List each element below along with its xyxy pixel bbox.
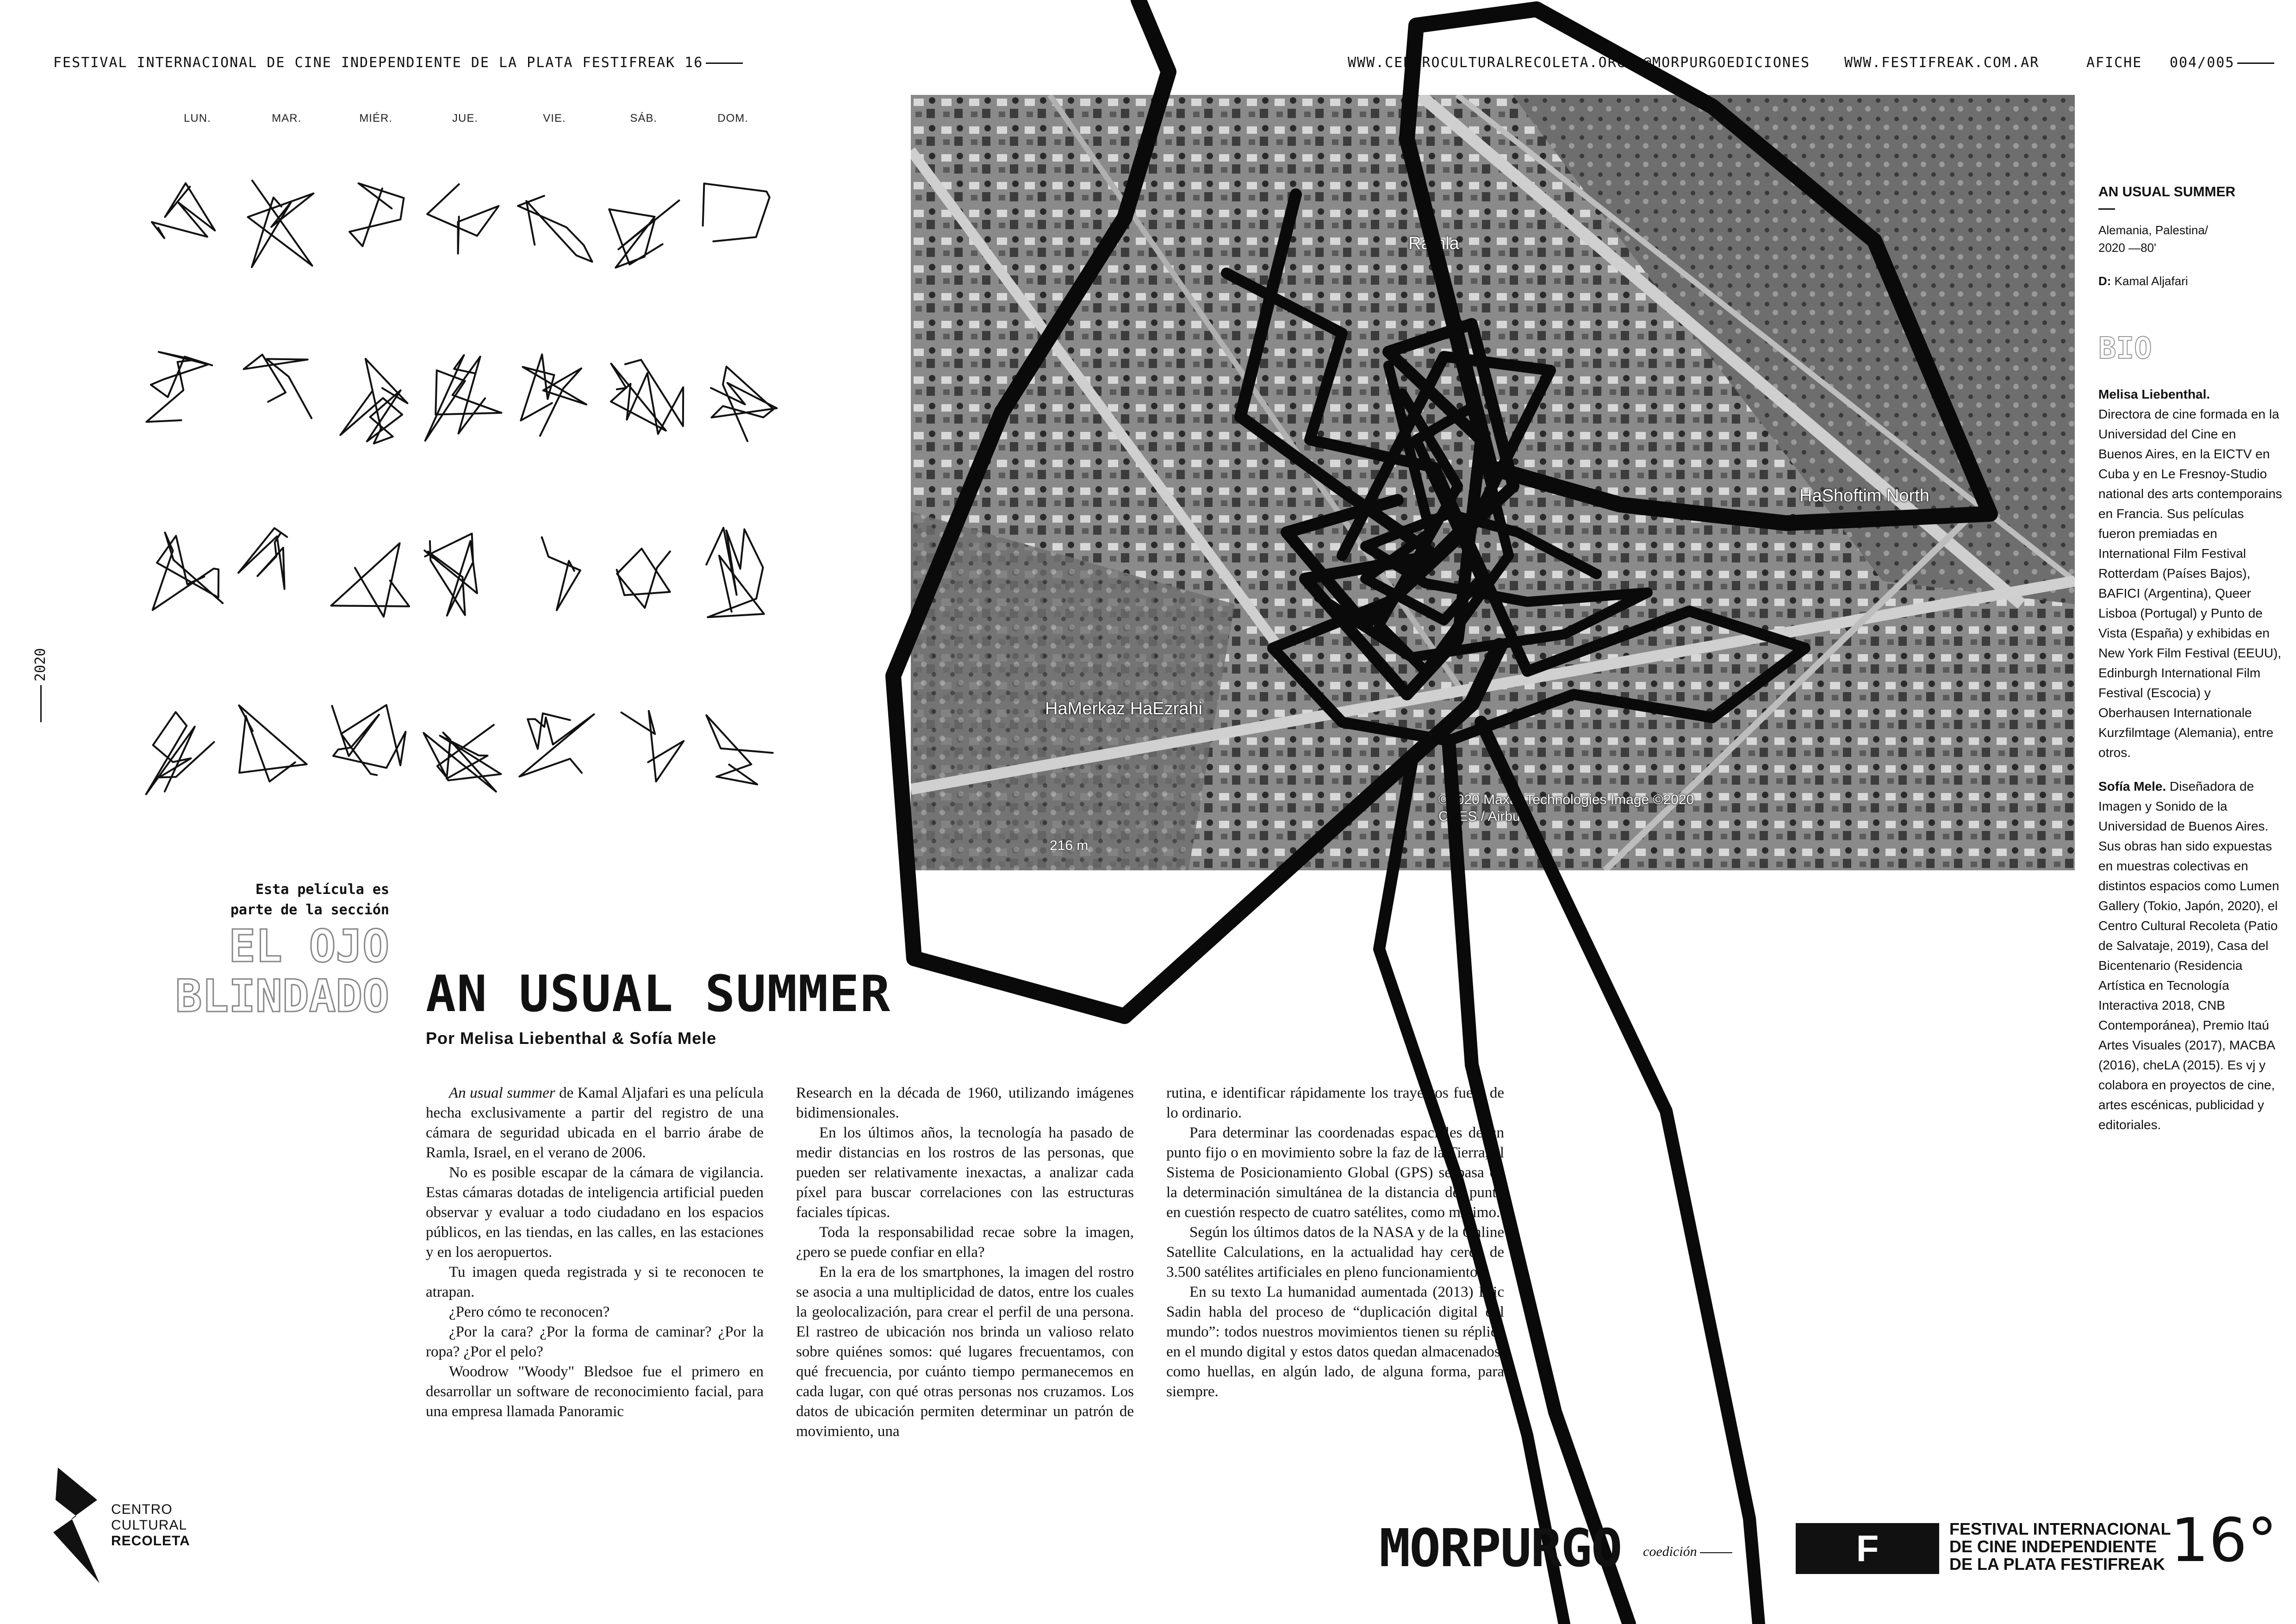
header-link-ccr[interactable]: WWW.CENTROCULTURALRECOLETA.ORG [1348,55,1626,71]
bio-heading: BIO [2098,331,2152,366]
film-title: AN USUAL SUMMER [2098,184,2236,200]
paragraph: Tu imagen queda registrada y si te reconocen te atrapan. [426,1264,764,1300]
paragraph: No es posible escapar de la cámara de vigilancia. Estas cámaras dotadas de inteligencia artificial pueden observar y evaluar a todo ciudadano en los espacios públicos, en las tiendas, en las calles, en las estaciones y en los aeropuertos. [426,1164,764,1261]
paragraph-italic: An usual summer [449,1085,555,1101]
weekday-row [153,112,778,125]
paragraph: En la era de los smartphones, la imagen del rostro se asocia a una multiplicidad de datos, entre los cuales la geolocalización, para crear el perfil de una persona. El rastreo de ubicación nos brinda un valioso relato sobre quiénes somos: qué lugares frecuentamos, con qué frecuencia, por cuánto tiempo permanecemos en cada lugar, con qué otras personas nos cruzamos. Los datos de ubicación permiten determinar un patrón de movimiento, una [796,1264,1134,1440]
weekday-tue: MAR. [272,112,302,125]
trajectory-doodle [706,528,764,617]
trajectory-doodle [238,528,287,589]
map-scale: 216 m [1050,838,1089,853]
trajectory-doodle [349,183,404,246]
article-column-1 [426,1083,764,1422]
trajectory-doodle [244,355,312,418]
trajectory-doodle [424,534,477,616]
article-column-2 [796,1083,1134,1442]
bio-paragraph-2: Sofía Mele. Diseñadora de Imagen y Sonido de la Universidad de Buenos Aires. Sus obras han sido expuestas en muestras colectivas en distintos espacios como Lumen Gallery (Tokio, Japón, 2020), el Centro Cultural Recoleta (Patio de Salvataje, 2019), Casa del Bicentenario (Residencia Artística en Tecnología Interactiva 2018, CNB Contemporánea), Premio Itaú Artes Visuales (2017), MACBA (2016), cheLA (2015). Es vj y colabora en proyectos de cine, artes escénicas, publicidad y editoriales. [2098,779,2279,1132]
trajectory-doodle [617,549,670,608]
section-name: EL OJO BLINDADO [175,920,389,1022]
paragraph: Research en la década de 1960, utilizando imágenes bidimensionales. [796,1085,1134,1121]
paragraph: An usual summer de Kamal Aljafari es una película hecha exclusivamente a partir del registro de una cámara de seguridad ubicada en el barrio árabe de Ramla, Israel, en el verano de 2006. [426,1085,764,1161]
trajectory-doodle [427,184,498,254]
paragraph: En su texto La humanidad aumentada (2013) Eric Sadin habla del proceso de “duplicación digital del mundo”: todos nuestros movimientos tienen su réplica en el mundo digital y estos datos quedan almacenados, como huellas, en algún lado, de alguna forma, para siempre. [1166,1284,1504,1400]
paragraph: ¿Pero cómo te reconocen? [449,1304,610,1320]
map-label-hashoftim: HaShoftim North [1799,486,1929,506]
map-label-hamerkaz: HaMerkaz HaEzrahi [1045,699,1202,718]
vertical-year-rule [40,685,42,722]
trajectory-doodle [519,713,594,777]
trajectory-doodle [146,352,212,422]
trajectory-doodle [521,355,586,436]
trajectory-doodle [340,359,407,443]
trajectory-doodle [152,183,215,238]
header-rule [706,62,743,64]
trajectory-doodle [331,543,410,617]
map-copyright: ©2020 Maxar Technologies Image ©2020 CNES / Airbus [1438,792,1694,824]
trajectory-doodle [248,181,314,267]
trajectory-doodle [423,725,501,792]
paragraph: En los últimos años, la tecnología ha pasado de medir distancias en los rostros de las personas, que pueden ser relativamente inexactas, a analizar cada píxel para buscar correlaciones con las estructuras faciales típicas. [796,1124,1134,1221]
bio-paragraph-1: Melisa Liebenthal. Directora de cine formada en la Universidad del Cine en Buenos Aires, en la EICTV en Cuba y en Le Fresnoy-Studio national des arts contemporains en Francia. Sus películas fueron premiadas en International Film Festival Rotterdam (Países Bajos), BAFICI (Argentina), Queer Lisboa (Portugal) y Punto de Vista (España) y exhibidas en New York Film Festival (EEUU), Edinburgh International Film Festival (Escocia) y Oberhausen Internationale Kurzfilmtage (Alemania), entre otros. [2098,387,2282,760]
vertical-year: 2020 [32,648,49,722]
weekday-sat: SÁB. [630,112,658,125]
trajectory-doodle [518,196,592,262]
header-link-festifreak[interactable]: WWW.FESTIFREAK.COM.AR [1844,55,2040,71]
article-byline: Por Melisa Liebenthal & Sofía Mele [426,1029,717,1048]
paragraph: Woodrow "Woody" Bledsoe fue el primero en desarrollar un software de reconocimiento facial, para una empresa llamada Panoramic [426,1363,764,1420]
trajectory-doodle [711,367,777,441]
ccr-lightning-logo [53,1468,104,1583]
trajectory-doodle [146,712,214,794]
film-director: D: Kamal Aljafari [2098,274,2188,288]
trajectory-doodle [332,705,405,775]
map-label-ramla: Ramla [1408,234,1459,253]
film-title-rule [2098,208,2115,210]
paragraph: Toda la responsabilidad recae sobre la imagen, ¿pero se puede confiar en ella? [796,1224,1134,1261]
festifreak-edition: 16° [2171,1505,2277,1575]
paragraph: rutina, e identificar rápidamente los trayectos fuera de lo ordinario. [1166,1085,1504,1121]
trajectory-doodle [703,183,770,241]
trajectory-doodle-grid [139,157,787,829]
trajectory-doodle [622,711,684,781]
coedicion-rule [1700,1552,1732,1553]
trajectory-doodle [425,355,502,441]
weekday-fri: VIE. [543,112,566,125]
festifreak-f-logo: F [1796,1523,1939,1574]
trajectory-doodle [542,537,580,610]
header-festival-text: FESTIVAL INTERNACIONAL DE CINE INDEPENDIENTE DE LA PLATA FESTIFREAK 16 [53,55,743,71]
coedicion-label: coedición [1643,1544,1732,1560]
bio-text [2098,384,2284,1149]
article-title: AN USUAL SUMMER [426,965,891,1023]
festifreak-logo-text: FESTIVAL INTERNACIONAL DE CINE INDEPENDIENTE DE LA PLATA FESTIFREAK [1949,1519,2171,1574]
header-link-morpurgo[interactable]: @MORPURGOEDICIONES [1643,55,1811,71]
trajectory-doodle [239,706,306,782]
satellite-map-image [911,95,2075,870]
weekday-sun: DOM. [717,112,748,125]
paragraph: Para determinar las coordenadas espaciales de un punto fijo o en movimiento sobre la faz de la Tierra, el Sistema de Posicionamiento Global (GPS) se basa en la determinación simultánea de la distancia del punto en cuestión respecto de cuatro satélites, como mínimo. [1166,1124,1504,1221]
film-meta: Alemania, Palestina/ 2020 —80' [2098,223,2209,255]
trajectory-doodle [611,360,683,434]
article-column-3 [1166,1083,1504,1402]
morpurgo-logo: MORPURGO [1379,1518,1622,1579]
weekday-mon: LUN. [184,112,211,125]
header-page-number: 004/005 [2170,55,2274,71]
header-afiche-label: AFICHE [2086,55,2142,71]
weekday-wed: MIÉR. [359,112,392,125]
header-page-rule [2237,62,2274,64]
section-intro: Esta película es parte de la sección [230,881,389,918]
ccr-logo-text: CENTRO CULTURAL RECOLETA [111,1502,190,1549]
weekday-thu: JUE. [452,112,479,125]
satellite-texture [911,95,2075,870]
trajectory-doodle [609,200,679,268]
trajectory-doodle [153,532,223,610]
paragraph: ¿Por la cara? ¿Por la forma de caminar? ¿Por la ropa? ¿Por el pelo? [426,1324,764,1360]
paragraph: Según los últimos datos de la NASA y de la Online Satellite Calculations, en la actualidad hay cerca de 3.500 satélites artificiales en pleno funcionamiento. [1166,1224,1504,1280]
trajectory-doodle [706,715,772,784]
